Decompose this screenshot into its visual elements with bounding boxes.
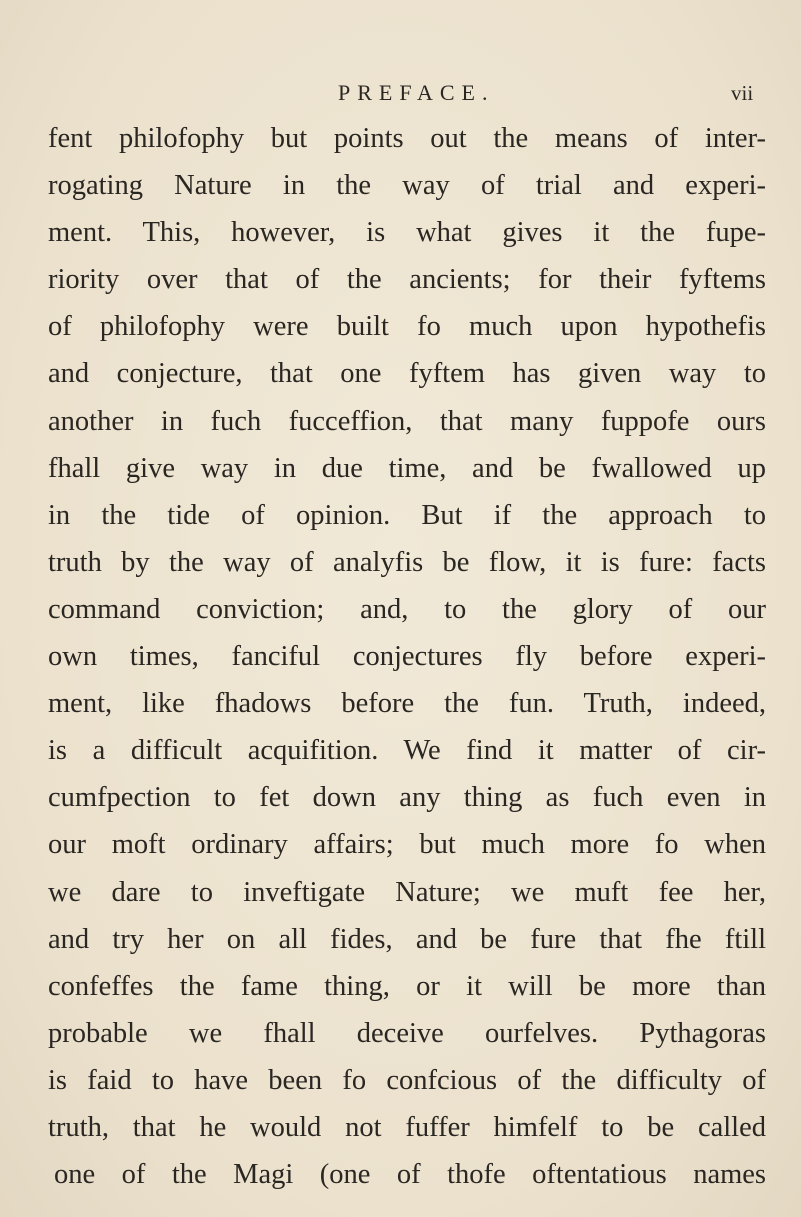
text-line: cumfpection to fet down any thing as fuch even in bbox=[48, 782, 766, 814]
text-line: command conviction; and, to the glory of our bbox=[48, 593, 766, 625]
running-title: PREFACE. bbox=[338, 80, 495, 105]
body-text bbox=[48, 115, 766, 1198]
text-line: own times, fanciful conjectures fly before experi- bbox=[48, 641, 766, 673]
text-line: of philofophy were built fo much upon hypothefis bbox=[48, 311, 766, 343]
text-line: riority over that of the ancients; for their fyftems bbox=[48, 264, 766, 296]
text-line: our moft ordinary affairs; but much more fo when bbox=[48, 829, 766, 861]
text-line: truth by the way of analyfis be flow, it is fure: facts bbox=[48, 546, 766, 578]
text-line: and try her on all fides, and be fure that fhe ftill bbox=[48, 923, 766, 955]
text-line: ment, like fhadows before the fun. Truth, indeed, bbox=[48, 688, 766, 720]
text-line: truth, that he would not fuffer himfelf to be called bbox=[48, 1111, 766, 1143]
text-line: rogating Nature in the way of trial and experi- bbox=[48, 170, 766, 202]
text-line: probable we fhall deceive ourfelves. Pythagoras bbox=[48, 1017, 766, 1049]
text-line: confeffes the fame thing, or it will be more than bbox=[48, 970, 766, 1002]
text-line: fent philofophy but points out the means of inter- bbox=[48, 123, 766, 154]
text-line: in the tide of opinion. But if the approach to bbox=[48, 499, 766, 531]
text-line: we dare to inveftigate Nature; we muft fee her, bbox=[48, 876, 766, 908]
text-line: ment. This, however, is what gives it the fupe- bbox=[48, 217, 766, 249]
running-head bbox=[0, 78, 801, 108]
text-line: one of the Magi (one of thofe oftentatious names bbox=[54, 1159, 766, 1191]
text-line: another in fuch fucceffion, that many fuppofe ours bbox=[48, 405, 766, 437]
page-number: vii bbox=[731, 81, 754, 105]
text-line: and conjecture, that one fyftem has given way to bbox=[48, 358, 766, 390]
text-line: fhall give way in due time, and be fwallowed up bbox=[48, 452, 766, 484]
text-line: is faid to have been fo confcious of the difficulty of bbox=[48, 1064, 766, 1096]
text-line: is a difficult acquifition. We find it matter of cir- bbox=[48, 735, 766, 767]
